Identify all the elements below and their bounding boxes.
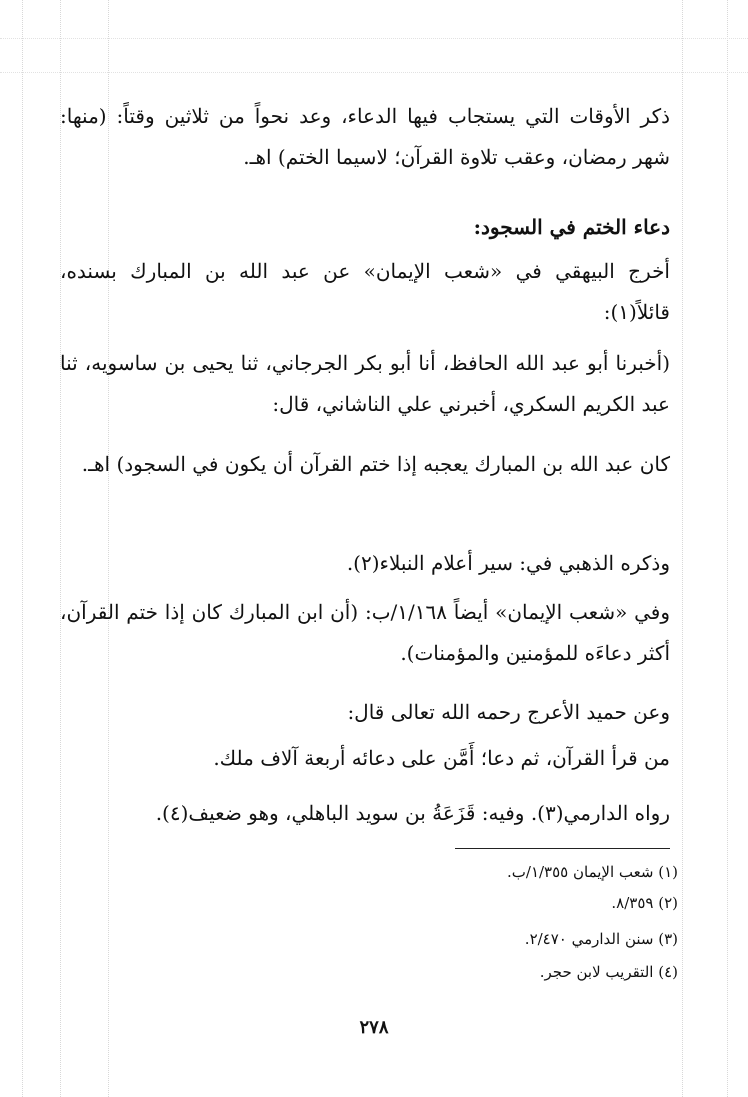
page-number: ٢٧٨ (359, 1017, 389, 1038)
footnote-2: (٢) ٨/٣٥٩. (611, 894, 678, 912)
section-heading: دعاء الختم في السجود: (473, 215, 670, 239)
paragraph-isnad: (أخبرنا أبو عبد الله الحافظ، أنا أبو بكر الجرجاني، ثنا يحيى بن ساسويه، ثنا عبد الكريم السكري، أخبرني علي الناشاني، قال: (60, 351, 670, 416)
footnote-3: (٣) سنن الدارمي ٢/٤٧٠. (524, 930, 678, 948)
paragraph-bayhaqi: أخرج البيهقي في «شعب الإيمان» عن عبد الله بن المبارك بسنده، قائلاً(١): (60, 259, 670, 324)
scan-guide-line (682, 0, 683, 1097)
scan-guide-line (0, 38, 748, 39)
paragraph-intro: ذكر الأوقات التي يستجاب فيها الدعاء، وعد نحواً من ثلاثين وقتاً: (منها: شهر رمضان، وعقب تلاوة القرآن؛ لاسيما الختم) اهـ. (60, 104, 670, 169)
paragraph-quote: من قرأ القرآن، ثم دعا؛ أَمَّن على دعائه أربعة آلاف ملك. (213, 746, 670, 770)
paragraph-ibn-mubarak: كان عبد الله بن المبارك يعجبه إذا ختم القرآن أن يكون في السجود) اهـ. (81, 452, 670, 476)
footnote-1: (١) شعب الإيمان ١/٣٥٥/ب. (506, 863, 678, 881)
footnote-separator (455, 848, 670, 849)
footnote-4: (٤) التقريب لابن حجر. (539, 963, 678, 981)
paragraph-humayd: وعن حميد الأعرج رحمه الله تعالى قال: (347, 700, 670, 724)
paragraph-darimi: رواه الدارمي(٣). وفيه: قَزَعَةُ بن سويد الباهلي، وهو ضعيف(٤). (155, 801, 670, 825)
scan-guide-line (727, 0, 728, 1097)
paragraph-shuab: وفي «شعب الإيمان» أيضاً ١/١٦٨/ب: (أن ابن المبارك كان إذا ختم القرآن، أكثر دعاءَه للمؤمنين والمؤمنات). (60, 600, 670, 665)
scan-guide-line (0, 72, 748, 73)
scan-guide-line (22, 0, 23, 1097)
paragraph-dhahabi: وذكره الذهبي في: سير أعلام النبلاء(٢). (346, 551, 670, 575)
